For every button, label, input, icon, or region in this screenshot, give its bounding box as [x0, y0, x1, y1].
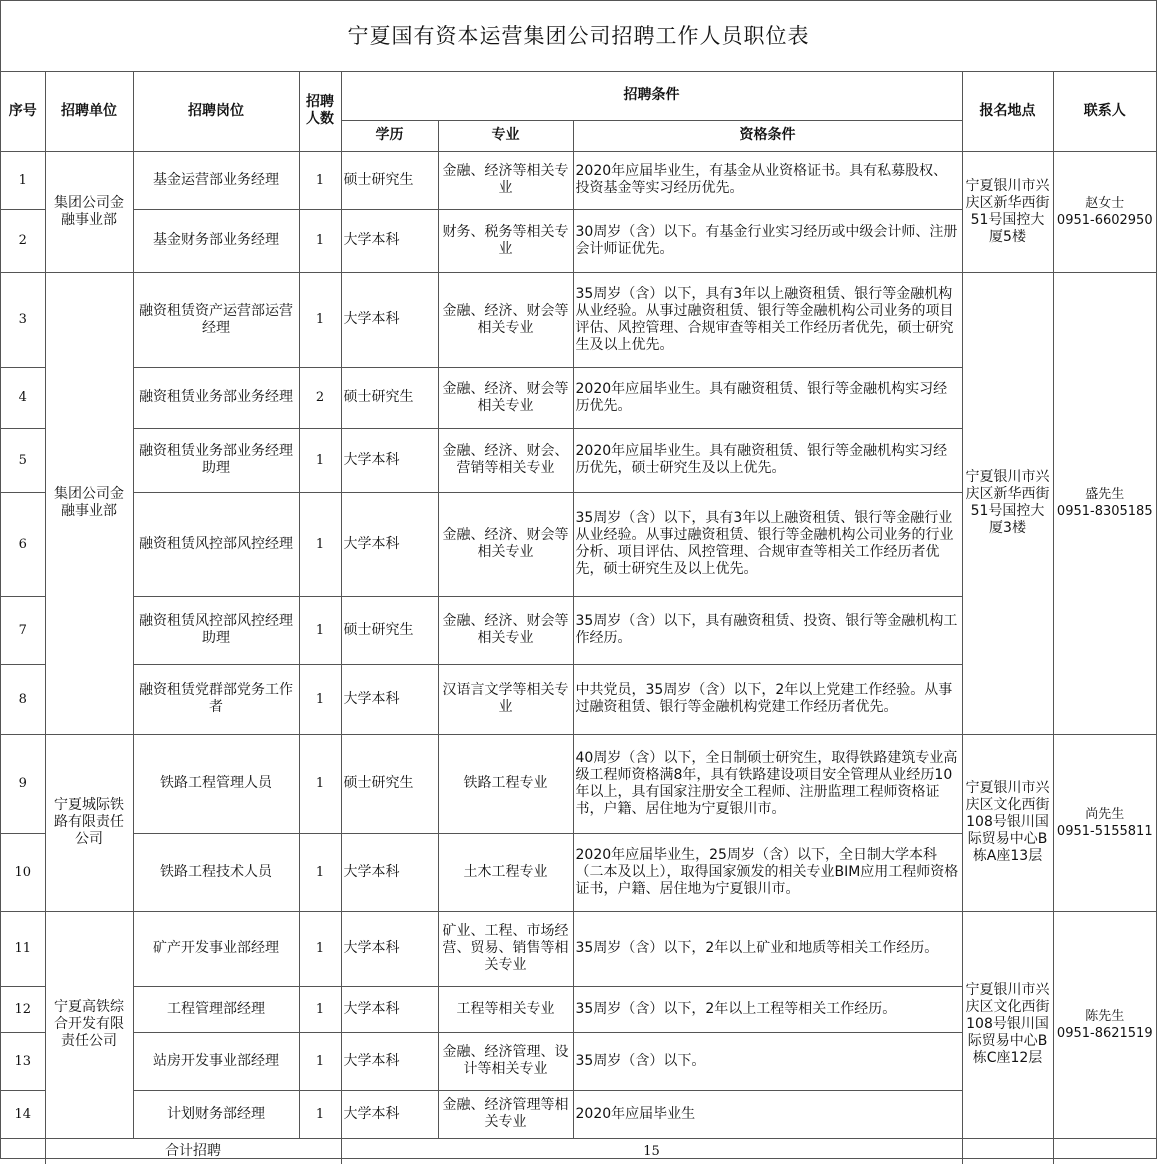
row-qualification: 2020年应届毕业生。具有融资租赁、银行等金融机构实习经历优先。	[573, 367, 962, 428]
table-row	[1, 151, 1156, 209]
total-empty-cell	[962, 1138, 1053, 1164]
header-qualification: 资格条件	[573, 120, 962, 151]
row-major: 金融、经济、财会等相关专业	[438, 492, 573, 596]
row-education: 大学本科	[341, 1032, 438, 1090]
row-education: 大学本科	[341, 664, 438, 734]
header-education: 学历	[341, 120, 438, 151]
row-major: 工程等相关专业	[438, 986, 573, 1032]
contact-cell	[1053, 911, 1156, 1138]
row-seq: 8	[1, 664, 45, 734]
row-major: 铁路工程专业	[438, 734, 573, 833]
row-education: 硕士研究生	[341, 734, 438, 833]
header-count: 招聘人数	[299, 72, 341, 151]
row-count: 1	[299, 596, 341, 664]
row-major: 土木工程专业	[438, 833, 573, 911]
row-position: 工程管理部经理	[133, 986, 299, 1032]
row-education: 大学本科	[341, 986, 438, 1032]
row-position: 基金运营部业务经理	[133, 151, 299, 209]
row-count: 1	[299, 1032, 341, 1090]
row-education: 大学本科	[341, 833, 438, 911]
row-seq: 6	[1, 492, 45, 596]
total-empty-cell	[1053, 1138, 1156, 1164]
row-count: 1	[299, 272, 341, 367]
row-seq: 12	[1, 986, 45, 1032]
row-qualification: 2020年应届毕业生	[573, 1090, 962, 1138]
unit-cell: 宁夏城际铁路有限责任公司	[45, 734, 133, 911]
row-count: 1	[299, 986, 341, 1032]
row-count: 1	[299, 209, 341, 272]
row-seq: 11	[1, 911, 45, 986]
row-count: 1	[299, 492, 341, 596]
row-major: 金融、经济、财会等相关专业	[438, 367, 573, 428]
row-education: 大学本科	[341, 272, 438, 367]
location-cell: 宁夏银川市兴庆区文化西街108号银川国际贸易中心B栋A座13层	[962, 734, 1053, 911]
contact-cell	[1053, 272, 1156, 734]
table-row	[1, 734, 1156, 833]
row-position: 融资租赁业务部业务经理助理	[133, 428, 299, 492]
row-position: 铁路工程管理人员	[133, 734, 299, 833]
row-education: 硕士研究生	[341, 596, 438, 664]
row-education: 大学本科	[341, 492, 438, 596]
location-cell: 宁夏银川市兴庆区新华西街51号国控大厦3楼	[962, 272, 1053, 734]
header-location: 报名地点	[962, 72, 1053, 151]
row-education: 大学本科	[341, 428, 438, 492]
row-count: 1	[299, 151, 341, 209]
row-education: 大学本科	[341, 209, 438, 272]
positions-table	[1, 72, 1156, 1164]
row-position: 计划财务部经理	[133, 1090, 299, 1138]
contact-cell	[1053, 734, 1156, 911]
total-row	[1, 1138, 1156, 1164]
location-cell: 宁夏银川市兴庆区新华西街51号国控大厦5楼	[962, 151, 1053, 272]
row-education: 大学本科	[341, 911, 438, 986]
row-qualification: 中共党员，35周岁（含）以下，2年以上党建工作经验。从事过融资租赁、银行等金融机构党建工作经历者优先。	[573, 664, 962, 734]
row-qualification: 35周岁（含）以下，2年以上矿业和地质等相关工作经历。	[573, 911, 962, 986]
row-seq: 5	[1, 428, 45, 492]
row-education: 硕士研究生	[341, 151, 438, 209]
row-position: 融资租赁风控部风控经理助理	[133, 596, 299, 664]
contact-phone: 0951-8621519	[1056, 1025, 1153, 1041]
row-seq: 13	[1, 1032, 45, 1090]
header-contact: 联系人	[1053, 72, 1156, 151]
row-seq: 9	[1, 734, 45, 833]
row-major: 金融、经济管理、设计等相关专业	[438, 1032, 573, 1090]
row-major: 金融、经济、财会、营销等相关专业	[438, 428, 573, 492]
row-education: 硕士研究生	[341, 367, 438, 428]
total-empty-cell	[1, 1138, 45, 1164]
table-row	[1, 272, 1156, 367]
row-position: 融资租赁党群部党务工作者	[133, 664, 299, 734]
header-position: 招聘岗位	[133, 72, 299, 151]
row-count: 1	[299, 428, 341, 492]
contact-phone: 0951-6602950	[1056, 212, 1153, 228]
page-title: 宁夏国有资本运营集团公司招聘工作人员职位表	[1, 1, 1156, 72]
row-seq: 1	[1, 151, 45, 209]
row-count: 2	[299, 367, 341, 428]
row-major: 财务、税务等相关专业	[438, 209, 573, 272]
row-position: 站房开发事业部经理	[133, 1032, 299, 1090]
row-qualification: 35周岁（含）以下，具有3年以上融资租赁、银行等金融行业从业经验。从事过融资租赁、银行等金融机构公司业务的行业分析、项目评估、风控管理、合规审查等相关工作经历者优先，硕士研究生及以上优先。	[573, 492, 962, 596]
total-label: 合计招聘	[45, 1138, 341, 1164]
contact-name: 尚先生	[1085, 806, 1125, 822]
row-seq: 7	[1, 596, 45, 664]
header-row	[1, 72, 1156, 120]
location-cell: 宁夏银川市兴庆区文化西街108号银川国际贸易中心B栋C座12层	[962, 911, 1053, 1138]
contact-cell	[1053, 151, 1156, 272]
row-major: 金融、经济、财会等相关专业	[438, 272, 573, 367]
row-position: 融资租赁资产运营部运营经理	[133, 272, 299, 367]
row-position: 基金财务部业务经理	[133, 209, 299, 272]
row-qualification: 2020年应届毕业生，25周岁（含）以下，全日制大学本科（二本及以上），取得国家颁发的相关专业BIM应用工程师资格证书，户籍、居住地为宁夏银川市。	[573, 833, 962, 911]
row-qualification: 2020年应届毕业生，有基金从业资格证书。具有私募股权、投资基金等实习经历优先。	[573, 151, 962, 209]
row-seq: 14	[1, 1090, 45, 1138]
header-seq: 序号	[1, 72, 45, 151]
header-conditions: 招聘条件	[341, 72, 962, 120]
row-major: 金融、经济、财会等相关专业	[438, 596, 573, 664]
row-position: 矿产开发事业部经理	[133, 911, 299, 986]
row-position: 铁路工程技术人员	[133, 833, 299, 911]
header-unit: 招聘单位	[45, 72, 133, 151]
row-seq: 2	[1, 209, 45, 272]
header-major: 专业	[438, 120, 573, 151]
row-qualification: 35周岁（含）以下，2年以上工程等相关工作经历。	[573, 986, 962, 1032]
row-education: 大学本科	[341, 1090, 438, 1138]
row-major: 金融、经济等相关专业	[438, 151, 573, 209]
row-qualification: 35周岁（含）以下，具有融资租赁、投资、银行等金融机构工作经历。	[573, 596, 962, 664]
contact-name: 赵女士	[1085, 195, 1125, 211]
row-seq: 3	[1, 272, 45, 367]
unit-cell: 宁夏高铁综合开发有限责任公司	[45, 911, 133, 1138]
row-position: 融资租赁风控部风控经理	[133, 492, 299, 596]
total-value: 15	[341, 1138, 962, 1164]
row-seq: 4	[1, 367, 45, 428]
row-qualification: 40周岁（含）以下，全日制硕士研究生，取得铁路建筑专业高级工程师资格满8年，具有铁路建设项目安全管理从业经历10年以上，具有国家注册安全工程师、注册监理工程师资格证书，户籍、居住地为宁夏银川市。	[573, 734, 962, 833]
row-count: 1	[299, 833, 341, 911]
row-qualification: 35周岁（含）以下。	[573, 1032, 962, 1090]
row-qualification: 30周岁（含）以下。有基金行业实习经历或中级会计师、注册会计师证优先。	[573, 209, 962, 272]
unit-cell: 集团公司金融事业部	[45, 272, 133, 734]
row-seq: 10	[1, 833, 45, 911]
row-major: 汉语言文学等相关专业	[438, 664, 573, 734]
row-major: 金融、经济管理等相关专业	[438, 1090, 573, 1138]
row-qualification: 2020年应届毕业生。具有融资租赁、银行等金融机构实习经历优先，硕士研究生及以上优先。	[573, 428, 962, 492]
table-row	[1, 911, 1156, 986]
unit-cell: 集团公司金融事业部	[45, 151, 133, 272]
row-major: 矿业、工程、市场经营、贸易、销售等相关专业	[438, 911, 573, 986]
row-position: 融资租赁业务部业务经理	[133, 367, 299, 428]
contact-name: 盛先生	[1085, 487, 1125, 502]
row-count: 1	[299, 734, 341, 833]
contact-phone: 0951-5155811	[1056, 823, 1153, 839]
row-count: 1	[299, 1090, 341, 1138]
contact-name: 陈先生	[1085, 1008, 1125, 1024]
contact-phone: 0951-8305185	[1056, 504, 1153, 519]
row-count: 1	[299, 911, 341, 986]
row-count: 1	[299, 664, 341, 734]
row-qualification: 35周岁（含）以下，具有3年以上融资租赁、银行等金融机构从业经验。从事过融资租赁、银行等金融机构公司业务的项目评估、风控管理、合规审查等相关工作经历者优先，硕士研究生及以上优先。	[573, 272, 962, 367]
